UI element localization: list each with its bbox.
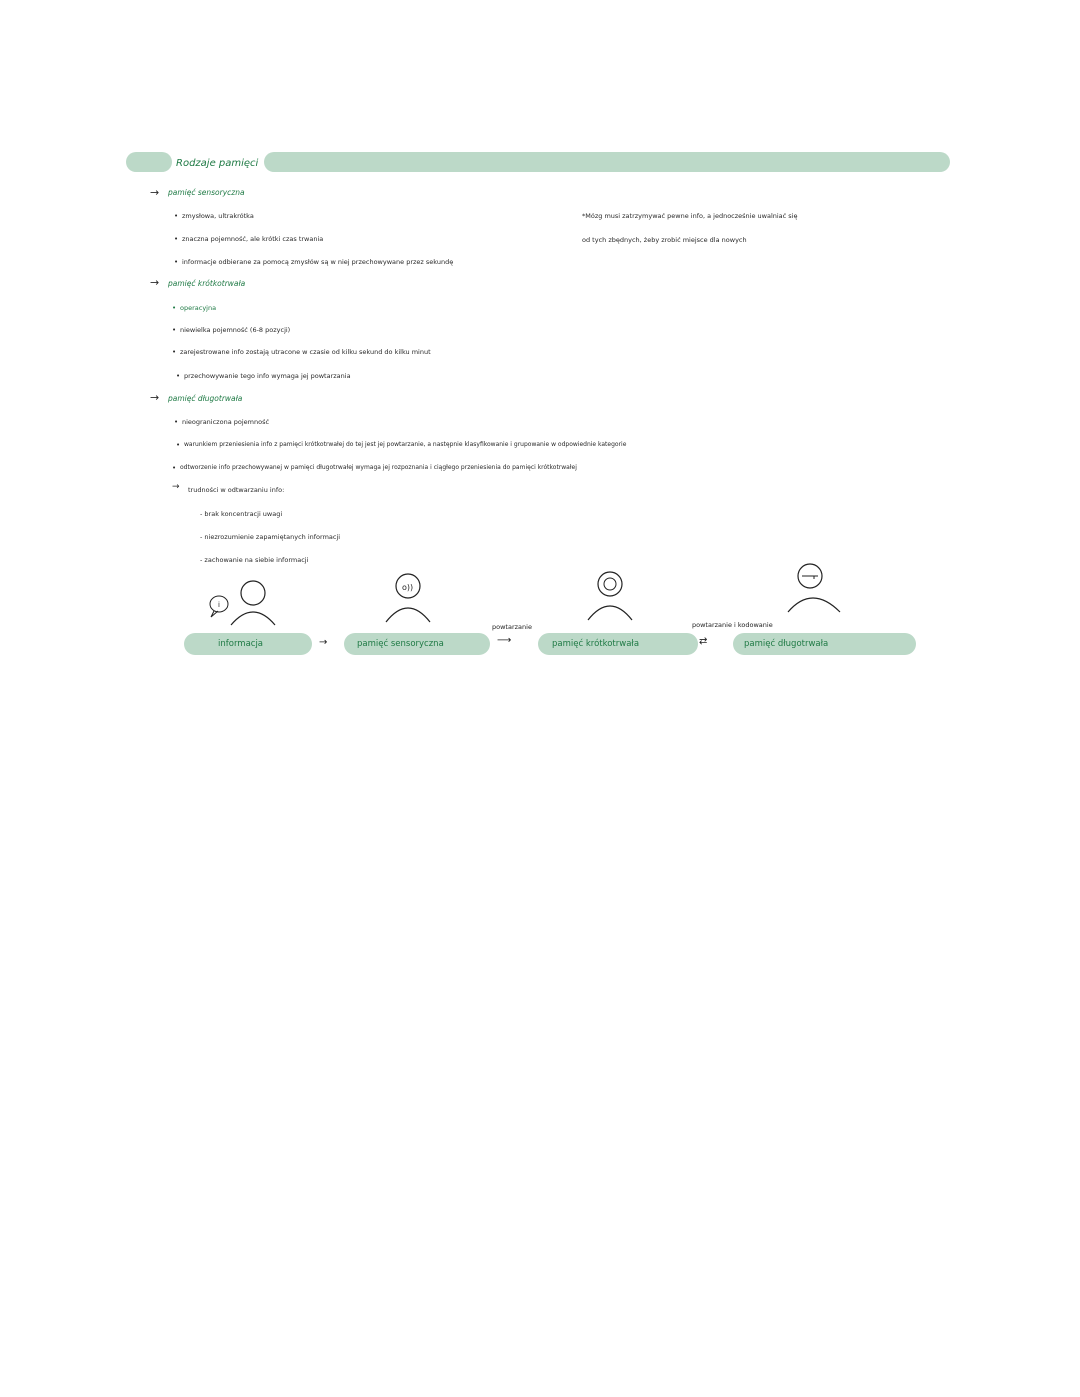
difficulty-text: niezrozumienie zapamiętanych informacji <box>204 533 341 541</box>
person-with-speech-bubble-icon <box>205 577 277 633</box>
list-item: - brak koncentracji uwagi <box>200 510 283 518</box>
section-heading-long: pamięć długotrwała <box>168 394 243 403</box>
header-pill-right <box>264 152 950 172</box>
arrow-right-icon: → <box>319 637 328 648</box>
arrow-right-icon: → <box>150 276 160 289</box>
list-item: • nieograniczona pojemność <box>182 418 269 426</box>
page-title: Rodzaje pamięci <box>176 158 259 169</box>
bidirectional-arrow-icon: ⇄ <box>699 636 708 647</box>
flow-label-repeat-encode: powtarzanie i kodowanie <box>692 621 773 629</box>
list-item: - niezrozumienie zapamiętanych informacji <box>200 533 341 541</box>
person-thinking-icon <box>580 570 640 630</box>
list-item: • przechowywanie tego info wymaga jej powtarzania <box>184 372 351 380</box>
list-item: • warunkiem przeniesienia info z pamięci krótkotrwałej do tej jest jej powtarzanie, a następnie klasyfikowanie i grupowanie w odpowiednie kategorie <box>184 441 626 448</box>
person-sensing-icon <box>378 570 438 630</box>
flow-step-label: pamięć długotrwała <box>744 639 829 649</box>
section-heading-sensory: pamięć sensoryczna <box>168 188 245 197</box>
svg-text:o)): o)) <box>402 583 414 592</box>
arrow-right-icon: ⟶ <box>497 635 512 646</box>
list-item: • odtworzenie info przechowywanej w pamięci długotrwałej wymaga jej rozpoznania i ciągłego przeniesienia do pamięci krótkotrwałej <box>180 464 577 471</box>
header-pill-left <box>126 152 172 172</box>
person-key-icon <box>786 562 846 622</box>
side-note-line-1: *Mózg musi zatrzymywać pewne info, a jednocześnie uwalniać się <box>582 212 798 220</box>
list-item: • niewielka pojemność (6-8 pozycji) <box>180 326 290 334</box>
list-item: • zarejestrowane info zostają utracone w czasie od kilku sekund do kilku minut <box>180 348 431 356</box>
difficulty-text: brak koncentracji uwagi <box>204 510 283 518</box>
list-item: • zmysłowa, ultrakrótka <box>182 212 254 220</box>
difficulty-text: zachowanie na siebie informacji <box>204 556 309 564</box>
list-item: • informacje odbierane za pomocą zmysłów są w niej przechowywane przez sekundę <box>182 258 453 266</box>
arrow-right-icon: → <box>172 482 180 492</box>
list-item: • znaczna pojemność, ale krótki czas trwania <box>182 235 323 243</box>
list-item: - zachowanie na siebie informacji <box>200 556 309 564</box>
flow-step-label: pamięć krótkotrwała <box>552 639 640 649</box>
flow-label-repeat: powtarzanie <box>492 623 532 631</box>
flow-step-label: informacja <box>218 639 264 649</box>
flow-step-label: pamięć sensoryczna <box>357 639 444 649</box>
arrow-right-icon: → <box>150 186 160 199</box>
section-heading-short: pamięć krótkotrwała <box>168 279 246 288</box>
svg-text:i: i <box>218 601 220 609</box>
list-item: • operacyjna <box>180 304 216 312</box>
difficulties-heading: trudności w odtwarzaniu info: <box>188 486 285 494</box>
arrow-right-icon: → <box>150 391 160 404</box>
side-note-line-2: od tych zbędnych, żeby zrobić miejsce dla nowych <box>582 236 747 244</box>
